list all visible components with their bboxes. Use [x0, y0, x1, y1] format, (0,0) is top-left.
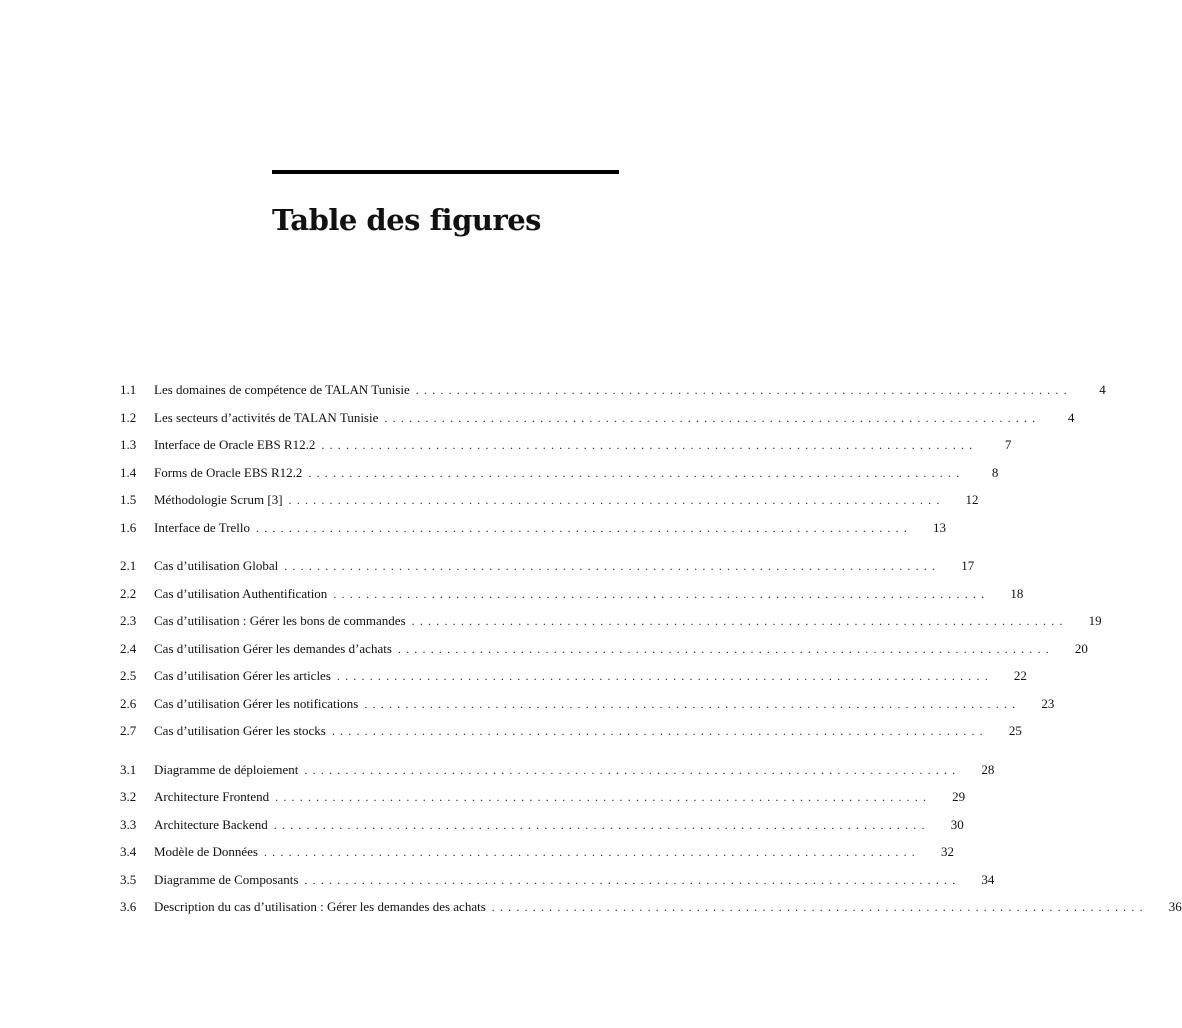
- figure-entry-1-3[interactable]: [120, 431, 1012, 459]
- dot-leader: ................................................................................: [263, 845, 920, 859]
- figure-caption: Méthodologie Scrum [3]: [154, 492, 283, 507]
- dot-leader: ................................................................................: [304, 872, 961, 887]
- dot-leader: ................................................................................: [275, 790, 932, 804]
- figure-number: 2.3: [120, 613, 137, 628]
- figure-caption: Les secteurs d’activités de TALAN Tunisie: [154, 409, 379, 425]
- dot-leader: ................................................................................: [491, 900, 1148, 914]
- figure-number: 2.7: [120, 723, 137, 738]
- figure-number: 3.1: [120, 761, 137, 777]
- page-number: 7: [1004, 437, 1012, 452]
- chapter-3-group: [120, 756, 1182, 921]
- figure-caption: Diagramme de déploiement: [154, 761, 299, 777]
- figure-number: 2.1: [120, 558, 137, 573]
- figure-entry-2-2[interactable]: [120, 580, 1024, 608]
- figure-entry-3-5[interactable]: [120, 866, 995, 894]
- figure-entry-2-6[interactable]: [120, 690, 1055, 718]
- page-number: 29: [952, 789, 966, 804]
- figure-caption: Cas d’utilisation Gérer les demandes d’achats: [154, 640, 392, 656]
- page-number: 32: [940, 844, 954, 859]
- figure-number: 1.3: [120, 437, 137, 452]
- figure-entry-1-4[interactable]: [120, 459, 999, 487]
- page-number: 36: [1168, 899, 1182, 914]
- figure-entry-2-1[interactable]: [120, 552, 975, 580]
- figure-entry-2-7[interactable]: [120, 717, 1022, 745]
- figure-number: 3.2: [120, 789, 137, 804]
- figure-caption: Cas d’utilisation : Gérer les bons de commandes: [154, 613, 406, 628]
- figure-entry-3-6[interactable]: [120, 893, 1182, 921]
- figure-number: 2.6: [120, 695, 137, 711]
- dot-leader: ................................................................................: [415, 383, 1072, 397]
- figure-entry-3-3[interactable]: [120, 811, 964, 839]
- figure-entry-2-5[interactable]: [120, 662, 1027, 690]
- dot-leader: ................................................................................: [384, 410, 1041, 425]
- figure-caption: Diagramme de Composants: [154, 871, 299, 887]
- page-number: 4: [1067, 409, 1075, 425]
- figure-number: 1.5: [120, 492, 137, 507]
- figure-entry-1-5[interactable]: [120, 486, 979, 514]
- dot-leader: ................................................................................: [288, 493, 945, 507]
- dot-leader: ................................................................................: [336, 669, 993, 683]
- list-of-figures: [120, 376, 1182, 921]
- figure-number: 2.2: [120, 585, 137, 601]
- figure-number: 3.3: [120, 816, 137, 832]
- figure-number: 3.6: [120, 899, 137, 914]
- figure-number: 2.5: [120, 668, 137, 683]
- figure-caption: Les domaines de compétence de TALAN Tunisie: [154, 382, 410, 397]
- figure-number: 1.2: [120, 409, 137, 425]
- page-number: 34: [981, 871, 995, 887]
- page-number: 4: [1099, 382, 1106, 397]
- chapter-1-group: [120, 376, 1106, 541]
- dot-leader: ................................................................................: [397, 641, 1054, 656]
- figure-number: 3.4: [120, 844, 137, 859]
- figure-number: 3.5: [120, 871, 137, 887]
- figure-number: 1.6: [120, 519, 137, 535]
- figure-entry-1-6[interactable]: [120, 514, 947, 542]
- dot-leader: ................................................................................: [333, 586, 990, 601]
- page-number: 30: [950, 816, 964, 832]
- figure-entry-3-4[interactable]: [120, 838, 954, 866]
- page-title: Table des figures: [272, 203, 541, 237]
- chapter-2-group: [120, 552, 1102, 745]
- dot-leader: ................................................................................: [411, 614, 1068, 628]
- page-number: 19: [1088, 613, 1102, 628]
- figure-caption: Architecture Backend: [154, 816, 268, 832]
- page-number: 20: [1074, 640, 1088, 656]
- figure-caption: Interface de Trello: [154, 519, 251, 535]
- page-number: 28: [981, 761, 995, 777]
- figure-entry-1-2[interactable]: [120, 404, 1075, 432]
- page-number: 8: [991, 464, 999, 480]
- figure-caption: Cas d’utilisation Global: [154, 558, 279, 573]
- figure-entry-2-4[interactable]: [120, 635, 1088, 663]
- page-number: 25: [1008, 723, 1022, 738]
- figure-number: 1.1: [120, 382, 137, 397]
- page-number: 13: [933, 519, 947, 535]
- dot-leader: ................................................................................: [321, 438, 978, 452]
- figure-caption: Cas d’utilisation Gérer les notifications: [154, 695, 359, 711]
- page-number: 12: [965, 492, 979, 507]
- figure-caption: Interface de Oracle EBS R12.2: [154, 437, 316, 452]
- figure-caption: Description du cas d’utilisation : Gérer les demandes des achats: [154, 899, 486, 914]
- page-number: 23: [1041, 695, 1055, 711]
- dot-leader: ................................................................................: [256, 520, 913, 535]
- figure-caption: Cas d’utilisation Gérer les articles: [154, 668, 331, 683]
- page-number: 22: [1013, 668, 1027, 683]
- figure-caption: Modèle de Données: [154, 844, 258, 859]
- figure-caption: Forms de Oracle EBS R12.2: [154, 464, 303, 480]
- figure-caption: Architecture Frontend: [154, 789, 270, 804]
- page-number: 17: [961, 558, 975, 573]
- figure-entry-2-3[interactable]: [120, 607, 1102, 635]
- page-number: 18: [1010, 585, 1024, 601]
- dot-leader: ................................................................................: [364, 696, 1021, 711]
- dot-leader: ................................................................................: [331, 724, 988, 738]
- figure-number: 2.4: [120, 640, 137, 656]
- figure-caption: Cas d’utilisation Gérer les stocks: [154, 723, 326, 738]
- figure-entry-1-1[interactable]: [120, 376, 1106, 404]
- dot-leader: ................................................................................: [308, 465, 965, 480]
- figure-number: 1.4: [120, 464, 137, 480]
- title-rule: [272, 170, 619, 174]
- figure-entry-3-1[interactable]: [120, 756, 995, 784]
- dot-leader: ................................................................................: [284, 559, 941, 573]
- dot-leader: ................................................................................: [304, 762, 961, 777]
- dot-leader: ................................................................................: [273, 817, 930, 832]
- figure-entry-3-2[interactable]: [120, 783, 966, 811]
- figure-caption: Cas d’utilisation Authentification: [154, 585, 328, 601]
